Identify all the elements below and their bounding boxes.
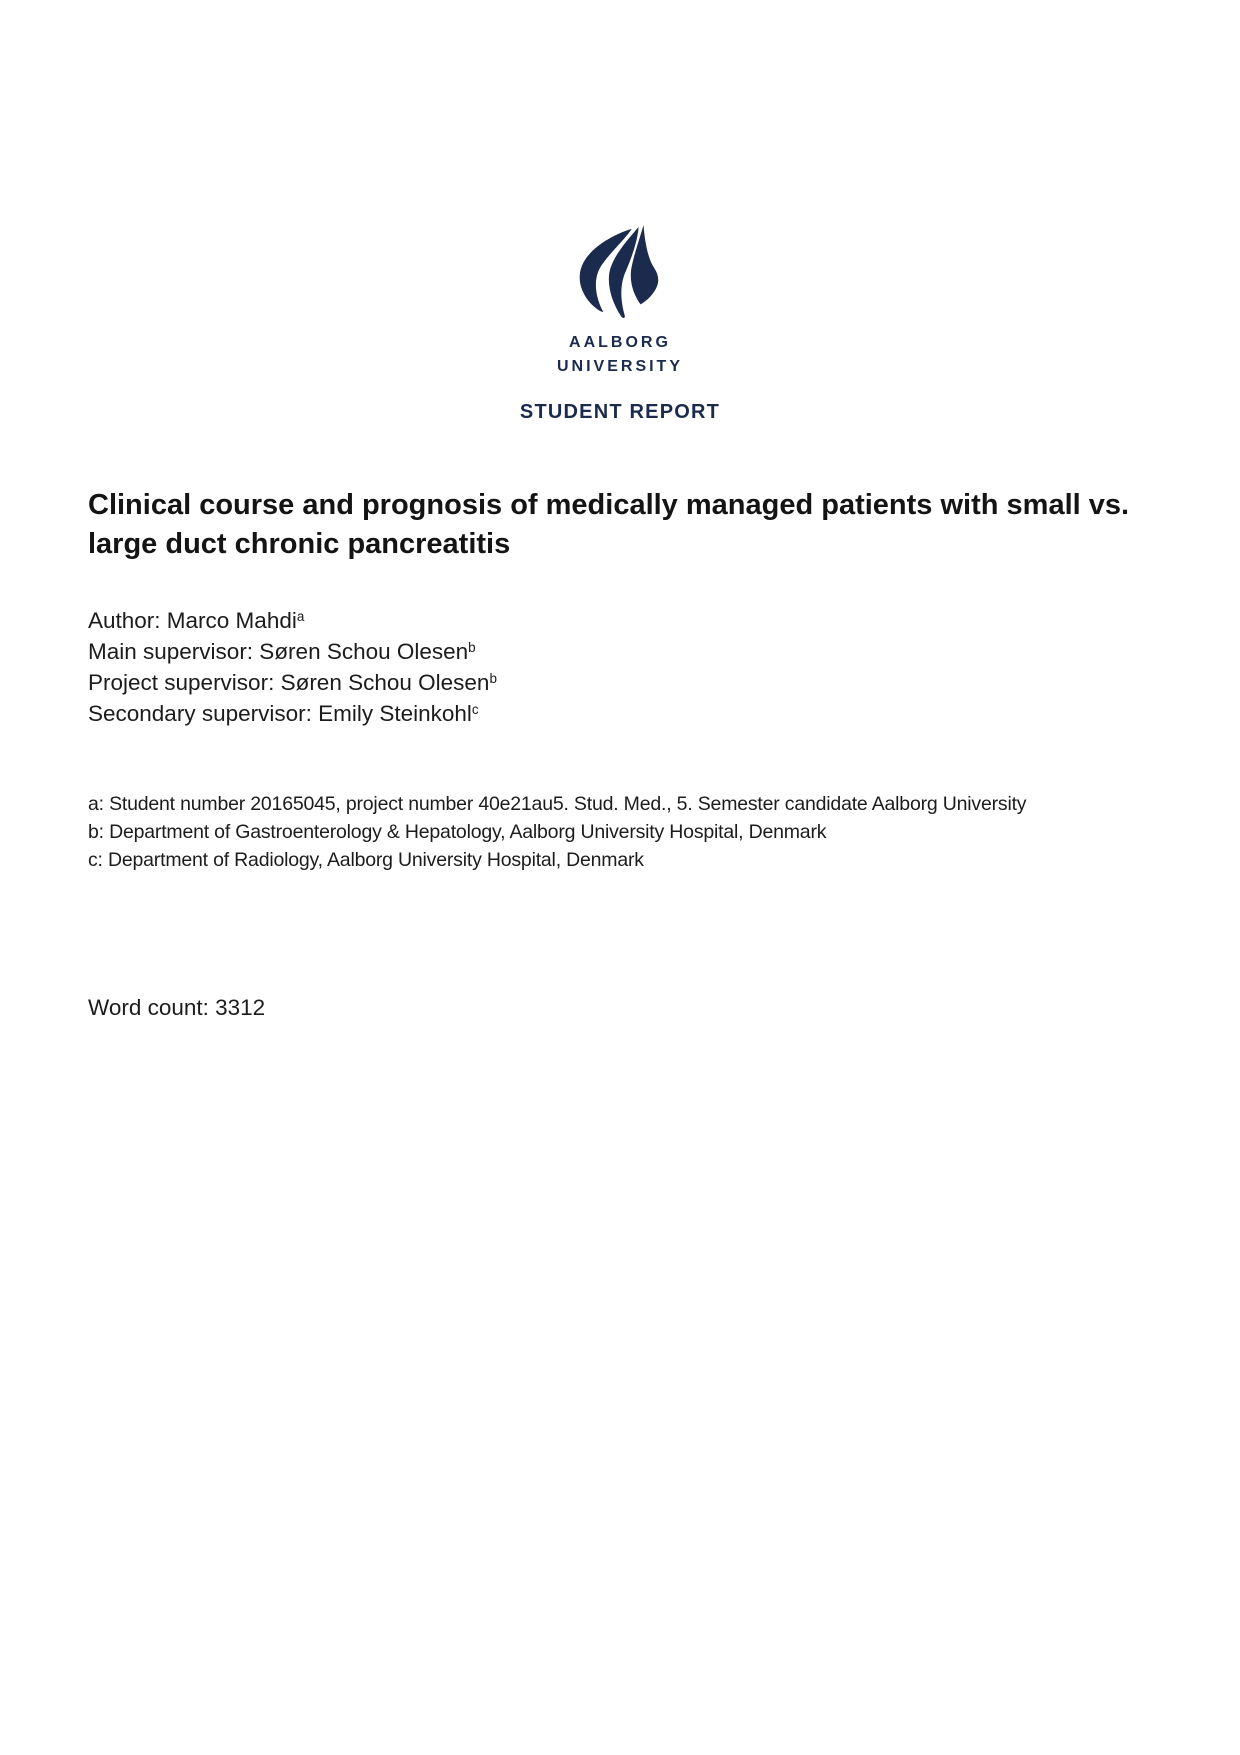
secondary-supervisor-text: Secondary supervisor: Emily Steinkohl	[88, 701, 472, 726]
author-supervisor-block	[88, 605, 497, 729]
affiliation-line-b: b: Department of Gastroenterology & Hepatology, Aalborg University Hospital, Denmark	[88, 821, 827, 843]
university-wordmark	[0, 331, 1240, 379]
report-title	[88, 486, 1129, 564]
aalborg-university-logo	[0, 223, 1240, 326]
secondary-supervisor-affiliation-mark: c	[471, 702, 479, 718]
secondary-supervisor-line	[88, 698, 497, 729]
wordmark-line-1: AALBORG	[569, 334, 671, 351]
affiliation-line-c: c: Department of Radiology, Aalborg University Hospital, Denmark	[88, 849, 644, 871]
wordmark-line-2: UNIVERSITY	[556, 358, 683, 375]
project-supervisor-text: Project supervisor: Søren Schou Olesen	[88, 670, 490, 695]
main-supervisor-line	[88, 636, 497, 667]
main-supervisor-affiliation-mark: b	[468, 640, 476, 656]
title-line-2: large duct chronic pancreatitis	[88, 528, 511, 560]
author-affiliation-mark: a	[296, 609, 305, 625]
title-line-1: Clinical course and prognosis of medically managed patients with small vs.	[88, 489, 1130, 521]
main-supervisor-text: Main supervisor: Søren Schou Olesen	[88, 639, 469, 664]
author-text: Author: Marco Mahdi	[88, 608, 297, 633]
author-line	[88, 605, 497, 636]
project-supervisor-line	[88, 667, 497, 698]
affiliation-line-a: a: Student number 20165045, project number 40e21au5. Stud. Med., 5. Semester candidate Aalborg University	[88, 793, 1027, 815]
affiliations-block	[88, 790, 1026, 874]
university-swoosh-icon	[576, 223, 664, 321]
report-type-label: STUDENT REPORT	[519, 401, 721, 423]
project-supervisor-affiliation-mark: b	[489, 671, 497, 687]
word-count: Word count: 3312	[88, 995, 266, 1020]
